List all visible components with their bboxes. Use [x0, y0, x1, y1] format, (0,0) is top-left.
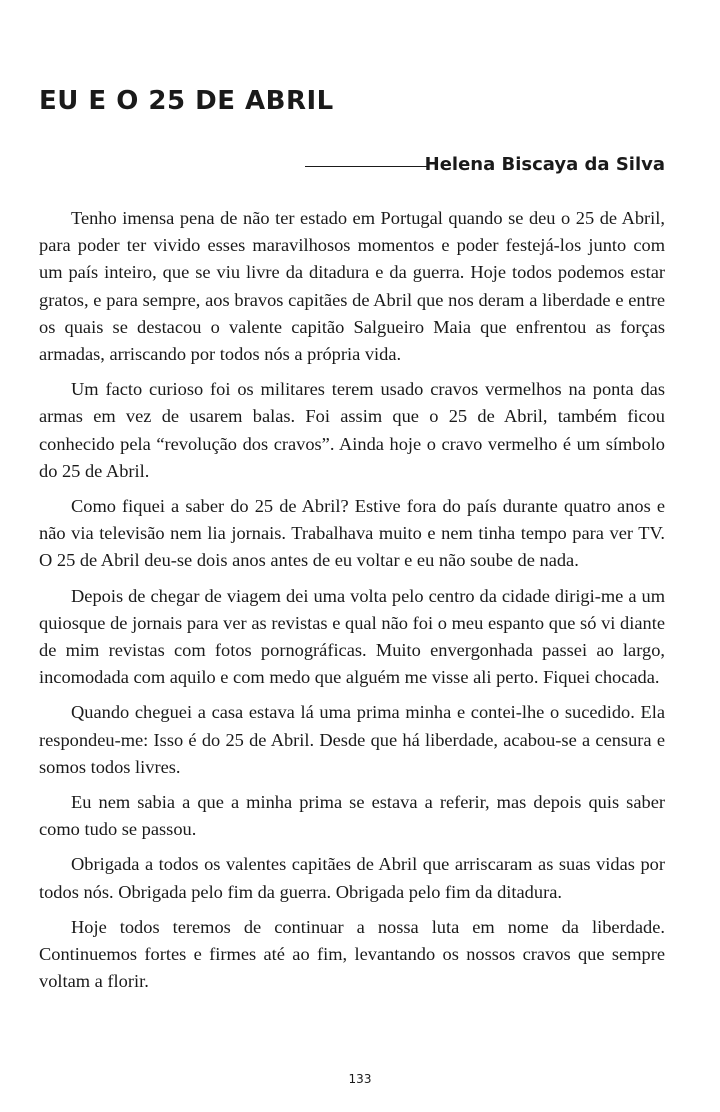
article-body: [39, 205, 665, 1003]
paragraph: Depois de chegar de viagem dei uma volta pelo centro da cidade dirigi-me a um quiosque de jornais para ver as revistas e qual não foi o meu espanto que só vi diante de mim revistas com fotos pornográficas. Muito envergonhada passei ao largo, incomodada com aquilo e com medo que alguém me visse ali perto. Fiquei chocada.: [39, 585, 665, 688]
paragraph: Hoje todos teremos de continuar a nossa luta em nome da liberdade. Continuemos fortes e firmes até ao fim, levantando os nossos cravos que sempre voltam a florir.: [39, 916, 665, 992]
author-name: Helena Biscaya da Silva: [424, 154, 665, 175]
paragraph: Eu nem sabia a que a minha prima se estava a referir, mas depois quis saber como tudo se passou.: [39, 792, 665, 840]
paragraph: Um facto curioso foi os militares terem usado cravos vermelhos na ponta das armas em vez de usarem balas. Foi assim que o 25 de Abril, também ficou conhecido pela “revolução dos cravos”. Ainda hoje o cravo vermelho é um símbolo do 25 de Abril.: [39, 379, 665, 481]
paragraph: Tenho imensa pena de não ter estado em Portugal quando se deu o 25 de Abril, para poder ter vivido esses maravilhosos momentos e poder festejá-los junto com um país inteiro, que se viu livre da ditadura e da guerra. Hoje todos podemos estar gratos, e para sempre, aos bravos capitães de Abril que nos deram a liberdade e entre os quais se destacou o valente capitão Salgueiro Maia que enfrentou as forças armadas, arriscando por todos nós a própria vida.: [39, 208, 665, 365]
page-title: EU E O 25 DE ABRIL: [39, 86, 334, 116]
page-number: 133: [348, 1072, 372, 1086]
author-rule: [305, 166, 427, 167]
paragraph: Quando cheguei a casa estava lá uma prima minha e contei-lhe o sucedido. Ela respondeu-me: Isso é do 25 de Abril. Desde que há liberdade, acabou-se a censura e somos todos livres.: [39, 702, 665, 777]
paragraph: Obrigada a todos os valentes capitães de Abril que arriscaram as suas vidas por todos nós. Obrigada pelo fim da guerra. Obrigada pelo fim da ditadura.: [39, 854, 665, 902]
paragraph: Como fiquei a saber do 25 de Abril? Estive fora do país durante quatro anos e não via televisão nem lia jornais. Trabalhava muito e nem tinha tempo para ver TV. O 25 de Abril deu-se dois anos antes de eu voltar e eu não soube de nada.: [39, 496, 665, 571]
